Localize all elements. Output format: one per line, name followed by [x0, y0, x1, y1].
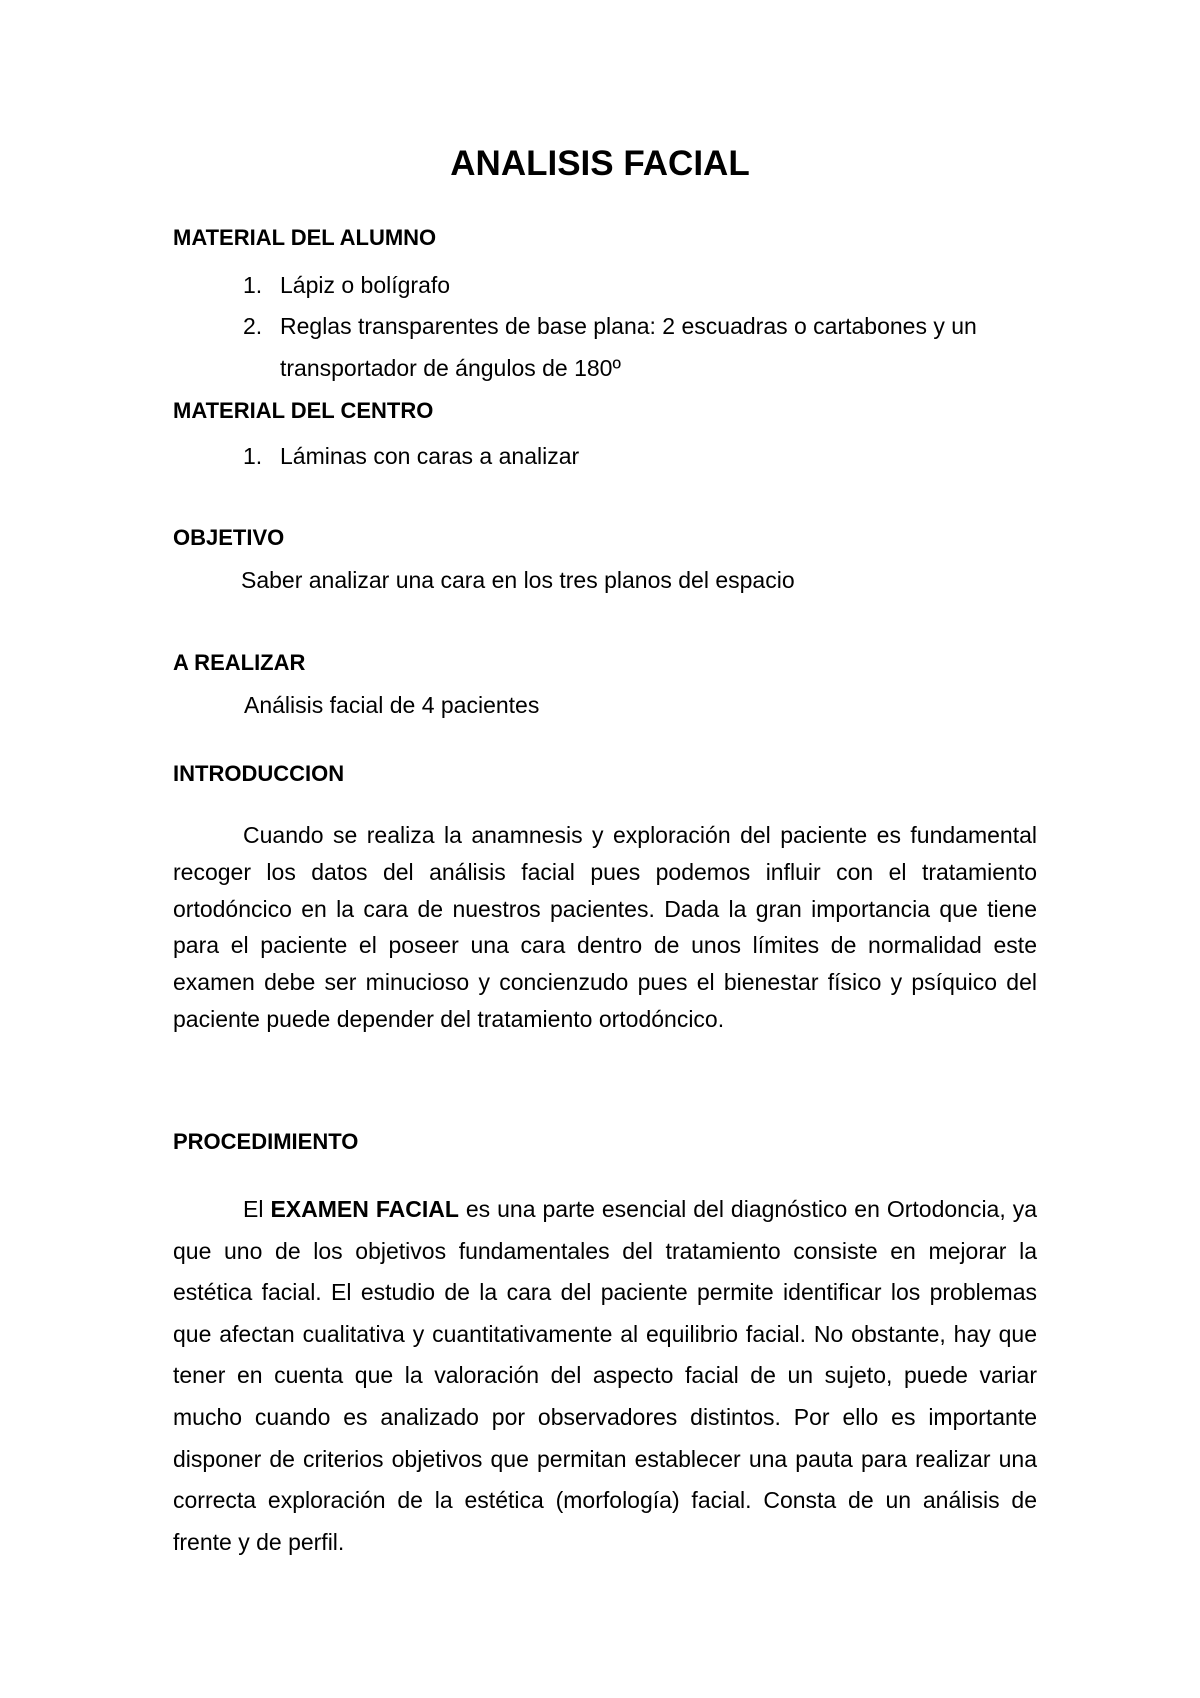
procedimiento-text: es una parte esencial del diagnóstico en Ortodoncia, ya que uno de los objetivos fundamentales del tratamiento consiste en mejorar la estética facial. El estudio de la cara del paciente permite identificar los problemas que afectan cualitativa y cuantitativamente al equilibrio facial. No obstante, hay que tener en cuenta que la valoración del aspecto facial de un sujeto, puede variar mucho cuando es analizado por observadores distintos. Por ello es importante disponer de criterios objetivos que permitan establecer una pauta para realizar una correcta exploración de la estética (morfología) facial. Consta de un análisis de frente y de perfil. — [173, 1196, 1038, 1555]
list-number: 1. — [243, 443, 263, 469]
heading-procedimiento: PROCEDIMIENTO — [173, 1129, 359, 1154]
heading-objetivo: OBJETIVO — [173, 525, 285, 550]
heading-material-centro: MATERIAL DEL CENTRO — [173, 398, 434, 423]
list-item-reglas-continuation: transportador de ángulos de 180º — [280, 355, 621, 381]
introduccion-paragraph — [173, 817, 1037, 1038]
heading-introduccion: INTRODUCCION — [173, 761, 345, 786]
document-title: ANALISIS FACIAL — [450, 144, 750, 183]
heading-material-alumno: MATERIAL DEL ALUMNO — [173, 225, 437, 250]
introduccion-text: Cuando se realiza la anamnesis y exploración del paciente es fundamental recoger los datos del análisis facial pues podemos influir con el tratamiento ortodóncico en la cara de nuestros pacientes. Dada la gran importancia que tiene para el paciente el poseer una cara dentro de unos límites de normalidad este examen debe ser minucioso y concienzudo pues el bienestar físico y psíquico del paciente puede depender del tratamiento ortodóncico. — [173, 822, 1037, 1032]
procedimiento-lead: El — [243, 1196, 264, 1222]
list-item-laminas: Láminas con caras a analizar — [280, 443, 580, 469]
list-number: 2. — [243, 313, 263, 339]
a-realizar-text: Análisis facial de 4 pacientes — [244, 692, 540, 718]
objetivo-text: Saber analizar una cara en los tres planos del espacio — [241, 567, 795, 593]
list-item-reglas: Reglas transparentes de base plana: 2 escuadras o cartabones y un — [280, 313, 977, 339]
list-number: 1. — [243, 272, 263, 298]
examen-facial-bold: EXAMEN FACIAL — [270, 1196, 459, 1222]
list-item-lapiz: Lápiz o bolígrafo — [280, 272, 451, 298]
heading-a-realizar: A REALIZAR — [173, 650, 306, 675]
procedimiento-paragraph — [173, 1189, 1037, 1563]
